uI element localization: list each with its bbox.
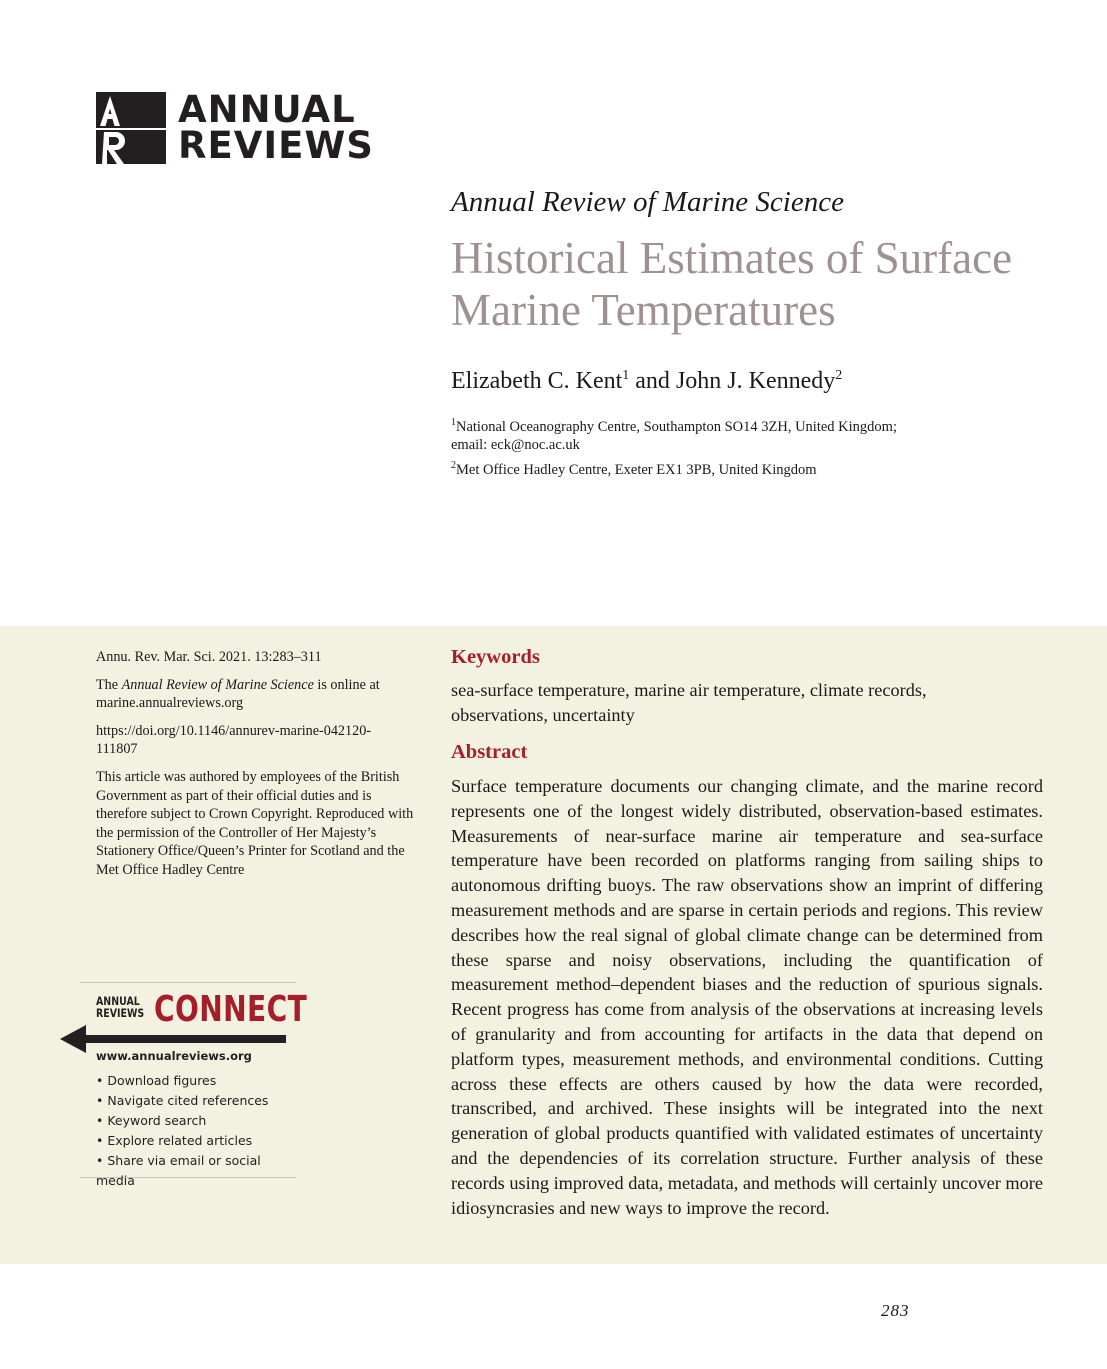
author-kent-affil-mark: 1: [622, 368, 630, 383]
journal-name: Annual Review of Marine Science: [451, 186, 844, 218]
author-kennedy: John J. Kennedy: [675, 368, 836, 394]
affiliation-2-mark: 2: [451, 460, 456, 471]
affiliation-1: [451, 414, 971, 454]
connect-item-navigate-references: • Navigate cited references: [96, 1091, 296, 1111]
doi-line-2: 111807: [96, 741, 138, 758]
logo-line-annual: ANNUAL: [178, 88, 356, 131]
citation: Annu. Rev. Mar. Sci. 2021. 13:283–311: [96, 649, 322, 665]
author-kennedy-affil-mark: 2: [835, 368, 843, 383]
connect-item-keyword-search: • Keyword search: [96, 1111, 296, 1131]
article-title: Historical Estimates of Surface Marine Temperatures: [451, 233, 1013, 335]
doi-line-1: https://doi.org/10.1146/annurev-marine-042120-: [96, 722, 372, 739]
online-journal: Annual Review of Marine Science: [121, 676, 314, 693]
online-prefix: The: [96, 676, 122, 693]
connect-url[interactable]: www.annualreviews.org: [96, 1049, 252, 1063]
connect-ar-label: [96, 995, 144, 1019]
affiliation-2: [451, 457, 971, 479]
online-suffix: is online at: [313, 676, 380, 693]
keywords-line-2: observations, uncertainty: [451, 705, 635, 725]
keywords-heading: Keywords: [451, 646, 540, 668]
affiliation-2-address: Met Office Hadley Centre, Exeter EX1 3PB, United Kingdom: [456, 461, 817, 478]
connect-ar-line-2: REVIEWS: [96, 1006, 145, 1020]
affiliation-1-mark: 1: [451, 417, 456, 428]
affiliation-1-email[interactable]: email: eck@noc.ac.uk: [451, 436, 580, 453]
connect-feature-list: [96, 1071, 296, 1191]
main-column: [451, 646, 1043, 1220]
affiliation-1-address: National Oceanography Centre, Southampton SO14 3ZH, United Kingdom;: [456, 418, 897, 435]
abstract-heading: Abstract: [451, 741, 528, 763]
doi-link[interactable]: [96, 722, 426, 759]
connect-item-explore-articles: • Explore related articles: [96, 1131, 296, 1151]
keywords-list: [451, 678, 1043, 728]
abstract-text: Surface temperature documents our changing climate, and the marine record represents one of the longest widely distributed, observation-based estimates. Measurements of near-surface marine air temperature and sea-surface temperature have been recorded on platforms ranging from sailing ships to autonomous drifting buoys. The raw observations show an imprint of differing measurement methods and are sparse in certain periods and regions. This review describes how the real signal of global climate change can be determined from these sparse and noisy observations, including the quantification of measurement method–dependent biases and the reduction of spurious signals. Recent progress has come from analysis of the observations at increasing levels of granularity and from accounting for artifacts in the data that depend on platform types, measurement methods, and environmental conditions. Cutting across these effects are others caused by how the data were recorded, transcribed, and archived. These insights will be integrated into the next generation of global products quantified with validated estimates of uncertainty and the dependencies of its correlation structure. Further analysis of these records using improved data, metadata, and methods will certainly uncover more idiosyncrasies and new ways to improve the record.: [451, 776, 1043, 1218]
article-info-sidebar: [96, 648, 426, 889]
online-site-link[interactable]: marine.annualreviews.org: [96, 695, 244, 712]
author-kent: Elizabeth C. Kent: [451, 368, 623, 394]
page-number: 283: [881, 1301, 910, 1320]
connect-item-download-figures: • Download figures: [96, 1071, 296, 1091]
online-availability: [96, 676, 426, 713]
author-line: [451, 368, 842, 395]
keywords-line-1: sea-surface temperature, marine air temperature, climate records,: [451, 680, 927, 700]
connect-item-share: • Share via email or social media: [96, 1151, 296, 1191]
author-conjunction: and: [629, 368, 676, 394]
annual-reviews-connect-box[interactable]: [80, 982, 308, 1188]
annual-reviews-ar-logo-icon: [96, 92, 166, 164]
logo-line-reviews: REVIEWS: [178, 124, 374, 167]
copyright-notice: This article was authored by employees of the British Government as part of their official duties and is therefore subject to Crown Copyright. Reproduced with the permission of the Controller of Her Majesty’s Stationery Office/Queen’s Printer for Scotland and the Met Office Hadley Centre: [96, 768, 414, 878]
connect-wordmark: CONNECT: [154, 989, 308, 1030]
connect-ar-line-1: ANNUAL: [96, 994, 140, 1008]
annual-reviews-logo: [96, 88, 374, 167]
